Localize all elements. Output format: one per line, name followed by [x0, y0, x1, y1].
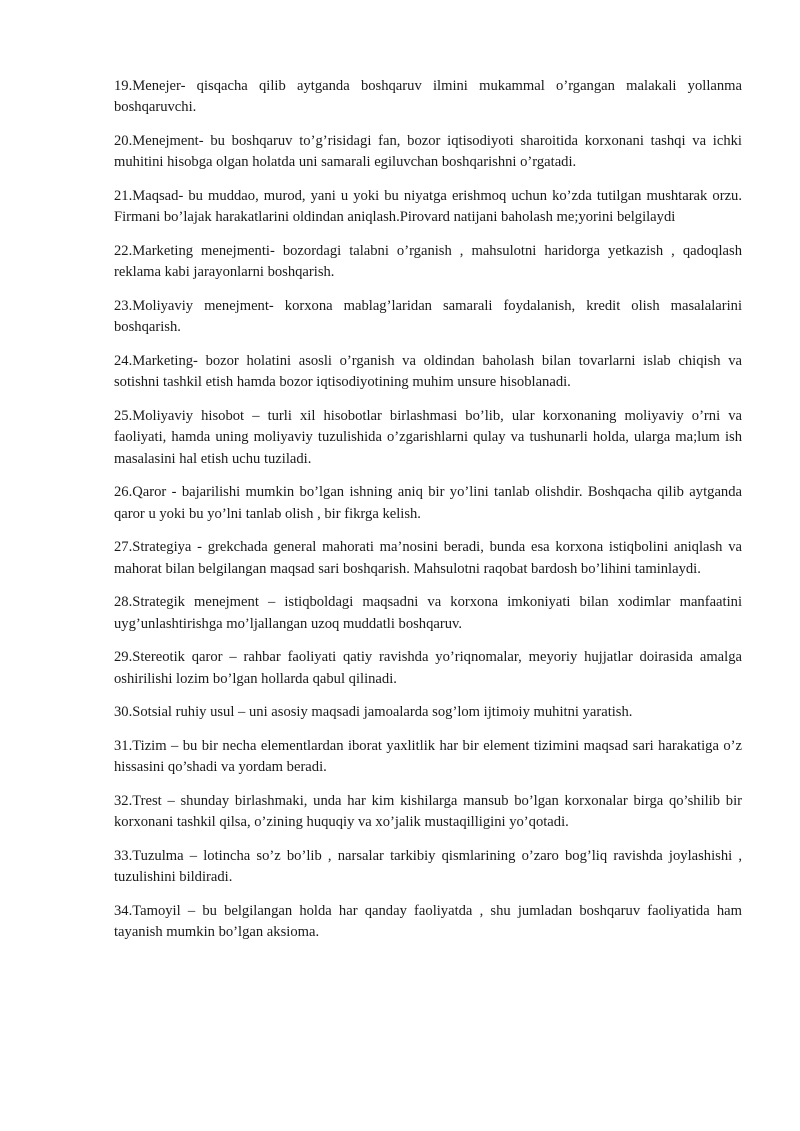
entry-29-stereotik-qaror: 29.Stereotik qaror – rahbar faoliyati qatiy ravishda yo’riqnomalar, meyoriy hujjatlar doirasida amalga oshirilishi lozim bo’lgan hollarda qabul qilinadi. [114, 649, 742, 687]
entry-24-marketing: 24.Marketing- bozor holatini asosli o’rganish va oldindan baholash bilan tovarlarni islab chiqish va sotishni tashkil etish hamda bozor iqtisodiyotining muhim unsure hisoblanadi. [114, 353, 742, 391]
entry-19-menejer: 19.Menejer- qisqacha qilib aytganda boshqaruv ilmini mukammal o’rgangan malakali yollanma boshqaruvchi. [114, 78, 742, 116]
entry-25-moliyaviy-hisobot: 25.Moliyaviy hisobot – turli xil hisobotlar birlashmasi bo’lib, ular korxonaning moliyaviy o’rni va faoliyati, hamda uning moliyaviy tuzulishida o’zgarishlarni qulay va tushunarli holda, ularga ma;lum ish masalasini hal etish uchu tuziladi. [114, 408, 742, 467]
entry-23-moliyaviy-menejment: 23.Moliyaviy menejment- korxona mablag’laridan samarali foydalanish, kredit olish masalalarini boshqarish. [114, 298, 742, 336]
entry-21-maqsad: 21.Maqsad- bu muddao, murod, yani u yoki bu niyatga erishmoq uchun ko’zda tutilgan mushtarak orzu. Firmani bo’lajak harakatlarini oldindan aniqlash.Pirovard natijani baholash me;yorini belgilaydi [114, 188, 742, 226]
entry-30-sotsial-ruhiy-usul: 30.Sotsial ruhiy usul – uni asosiy maqsadi jamoalarda sog’lom ijtimoiy muhitni yaratish. [114, 704, 633, 721]
entry-31-tizim: 31.Tizim – bu bir necha elementlardan iborat yaxlitlik har bir element tizimini maqsad sari harakatiga o’z hissasini qo’shadi va yordam beradi. [114, 738, 742, 776]
entry-22-marketing-menejmenti: 22.Marketing menejmenti- bozordagi talabni o’rganish , mahsulotni haridorga yetkazish , qadoqlash reklama kabi jarayonlarni boshqarish. [114, 243, 742, 281]
entry-28-strategik-menejment: 28.Strategik menejment – istiqboldagi maqsadni va korxona imkoniyati bilan xodimlar manfaatini uyg’unlashtirishga mo’ljallangan uzoq muddatli boshqaruv. [114, 594, 742, 632]
entry-33-tuzulma: 33.Tuzulma – lotincha so’z bo’lib , narsalar tarkibiy qismlarining o’zaro bog’liq ravishda joylashishi , tuzulishini bildiradi. [114, 848, 742, 886]
entry-32-trest: 32.Trest – shunday birlashmaki, unda har kim kishilarga mansub bo’lgan korxonalar birga qo’shilib bir korxonani tashkil qilsa, o’zining huquqiy va xo’jalik mustaqilligini yo’qotadi. [114, 793, 742, 831]
entry-34-tamoyil: 34.Tamoyil – bu belgilangan holda har qanday faoliyatda , shu jumladan boshqaruv faoliyatida ham tayanish mumkin bo’lgan aksioma. [114, 903, 742, 941]
document-page [114, 76, 742, 956]
entry-26-qaror: 26.Qaror - bajarilishi mumkin bo’lgan ishning aniq bir yo’lini tanlab olishdir. Boshqacha qilib aytganda qaror u yoki bu yo’lni tanlab olish , bir fikrga kelish. [114, 484, 742, 522]
entry-20-menejment: 20.Menejment- bu boshqaruv to’g’risidagi fan, bozor iqtisodiyoti sharoitida korxonani tashqi va ichki muhitini hisobga olgan holatda uni samarali egiluvchan boshqarishni o’rgatadi. [114, 133, 742, 171]
entry-27-strategiya: 27.Strategiya - grekchada general mahorati ma’nosini beradi, bunda esa korxona istiqbolini aniqlash va mahorat bilan belgilangan maqsad sari boshqarish. Mahsulotni raqobat bardosh bo’lihini taminlaydi. [114, 539, 742, 577]
